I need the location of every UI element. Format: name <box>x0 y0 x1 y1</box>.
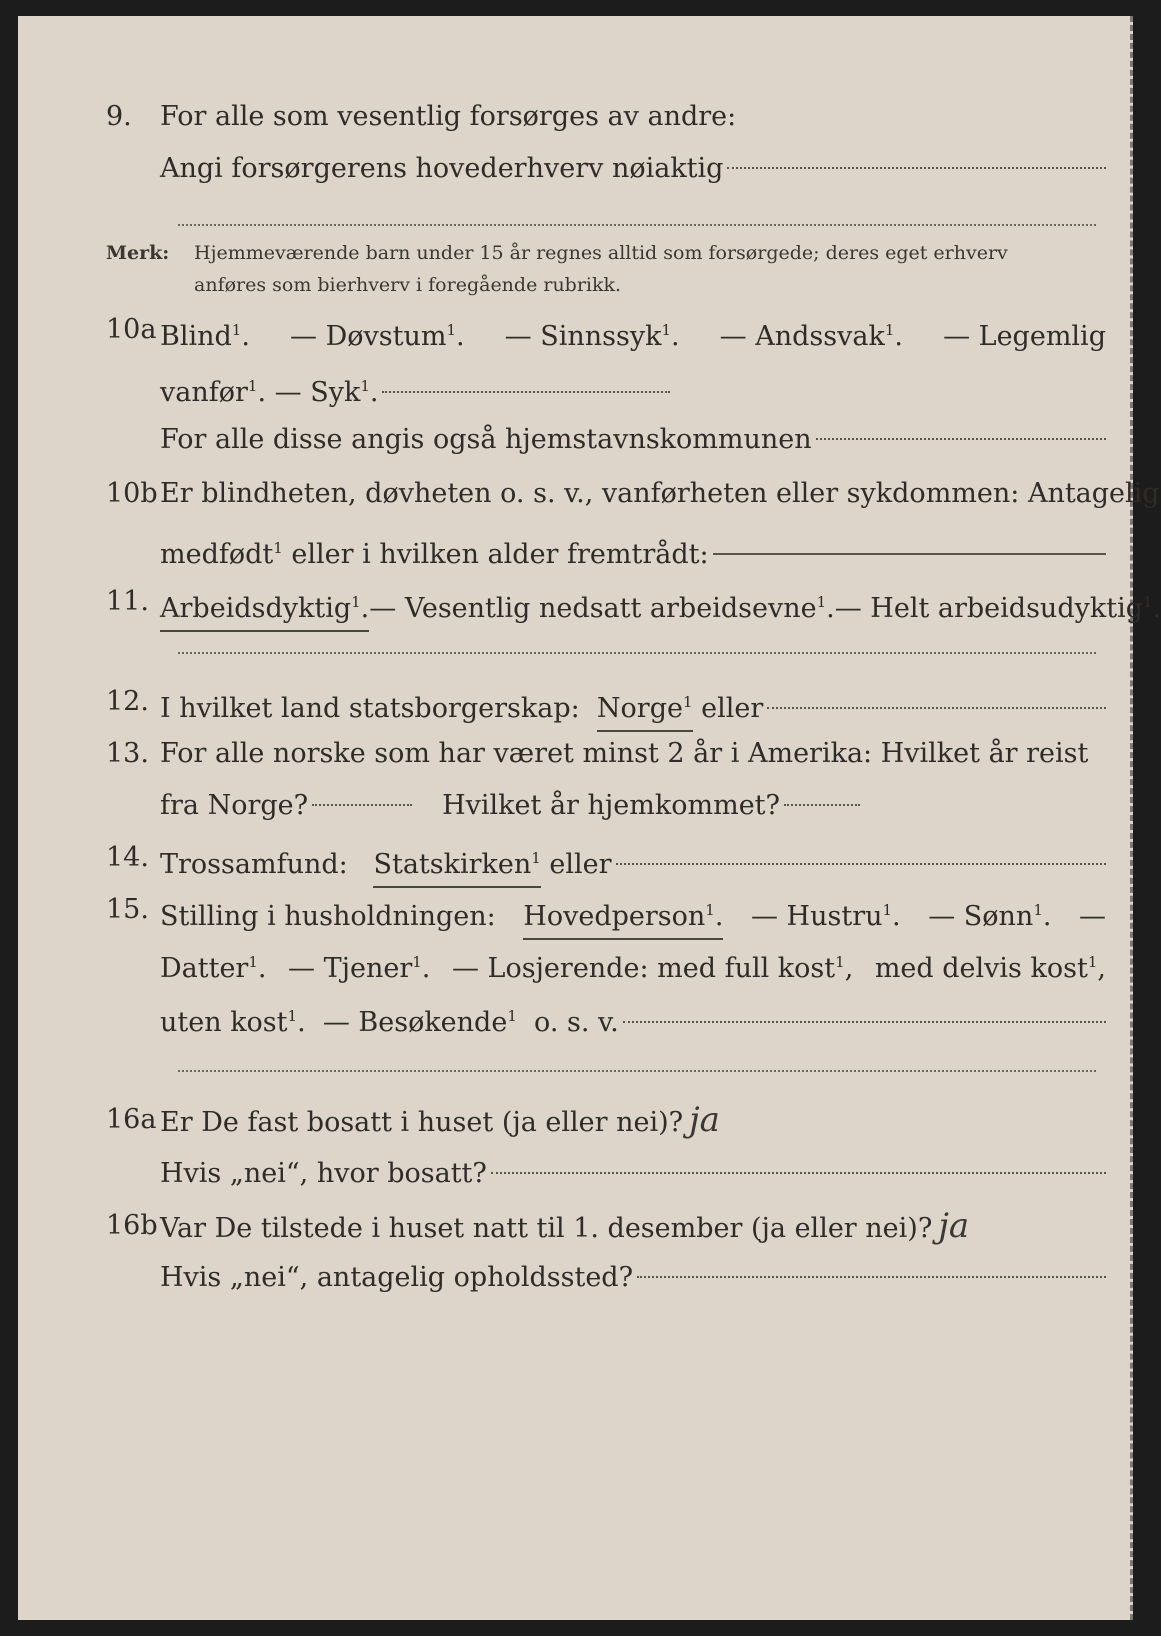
question-number: 10a <box>106 314 157 345</box>
option-dovstum[interactable]: — Døvstum$^1$. <box>290 321 465 352</box>
question-number: 11. <box>106 586 149 617</box>
question-number: 9. <box>106 101 132 132</box>
option-tjener[interactable]: — Tjener$^1$. <box>288 953 431 984</box>
question-text: Var De tilstede i huset natt til 1. desember (ja eller nei)? <box>160 1213 933 1244</box>
question-13-line2 <box>18 786 1130 826</box>
question-15 <box>18 890 1130 930</box>
answer-line[interactable] <box>816 438 1106 440</box>
question-9 <box>18 97 1130 137</box>
question-14 <box>18 838 1130 878</box>
question-15-line2 <box>18 942 1130 982</box>
note-text-2: anføres som bierhverv i foregående rubrikk. <box>194 274 622 296</box>
question-number: 14. <box>106 842 149 873</box>
option-hustru[interactable]: — Hustru$^1$. <box>750 901 901 932</box>
question-16b-line2 <box>18 1258 1130 1298</box>
option-arbeidsudyktig[interactable]: — Helt arbeidsudyktig$^1$. <box>834 593 1161 624</box>
option-medfodt[interactable]: medfødt$^1$ <box>160 539 283 570</box>
question-text: For alle norske som har været minst 2 år i Amerika: Hvilket år reist <box>160 738 1089 769</box>
answer-line[interactable] <box>713 553 1106 555</box>
option-syk[interactable]: — Syk$^1$. <box>274 377 379 408</box>
question-text: Stilling i husholdningen: <box>160 901 496 932</box>
question-text: Angi forsørgerens hovederhverv nøiaktig <box>160 153 724 184</box>
option-eller: eller <box>701 693 764 724</box>
question-text: For alle som vesentlig forsørges av andre: <box>160 101 737 132</box>
question-9-line2 <box>18 149 1130 189</box>
question-16a <box>18 1100 1130 1140</box>
question-text: Hvilket år hjemkommet? <box>442 790 781 821</box>
question-text: Hvis „nei“, antagelig opholdssted? <box>160 1262 634 1293</box>
option-delvis-kost[interactable]: med delvis kost$^1$, <box>874 953 1106 984</box>
question-number: 13. <box>106 738 149 769</box>
option-statskirken-selected[interactable]: Statskirken$^1$ <box>373 838 540 888</box>
question-10b-line2 <box>18 528 1130 568</box>
question-number: 12. <box>106 686 149 717</box>
answer-line[interactable] <box>178 224 1096 226</box>
note-merk <box>106 237 1106 301</box>
option-hovedperson-selected[interactable]: Hovedperson$^1$. <box>523 890 723 940</box>
option-blind[interactable]: Blind$^1$. <box>160 321 250 352</box>
question-text: Trossamfund: <box>160 849 348 880</box>
question-number: 16b <box>106 1210 158 1241</box>
question-text: o. s. v. <box>534 1007 619 1038</box>
question-16b <box>18 1206 1130 1246</box>
answer-line[interactable] <box>178 652 1096 654</box>
option-full-kost[interactable]: — Losjerende: med full kost$^1$, <box>451 953 854 984</box>
option-vanfor[interactable]: vanfør$^1$. <box>160 377 275 408</box>
answer-line[interactable] <box>767 707 1106 709</box>
question-10a <box>18 310 1130 350</box>
option-sonn[interactable]: — Sønn$^1$. <box>928 901 1052 932</box>
question-12 <box>18 682 1130 722</box>
census-form-page <box>18 16 1161 1620</box>
answer-line[interactable] <box>178 1070 1096 1072</box>
option-besokende[interactable]: — Besøkende$^1$ <box>322 1007 517 1038</box>
dash: — <box>1079 901 1106 932</box>
option-arbeidsdyktig-selected[interactable]: Arbeidsdyktig$^1$. <box>160 582 369 632</box>
note-text-1: Hjemmeværende barn under 15 år regnes alltid som forsørgede; deres eget erhverv <box>194 242 1008 264</box>
question-16a-line2 <box>18 1154 1130 1194</box>
option-eller: eller <box>549 849 612 880</box>
question-text: Er De fast bosatt i huset (ja eller nei)? <box>160 1107 684 1138</box>
option-nedsatt-arbeidsevne[interactable]: — Vesentlig nedsatt arbeidsevne$^1$. <box>369 593 835 624</box>
answer-line[interactable] <box>727 167 1106 169</box>
option-andssvak[interactable]: — Andssvak$^1$. <box>719 321 903 352</box>
answer-line[interactable] <box>623 1021 1106 1023</box>
question-13 <box>18 734 1130 774</box>
question-text: I hvilket land statsborgerskap: <box>160 693 580 724</box>
question-15-line3 <box>18 996 1130 1036</box>
question-10a-line2 <box>18 366 1130 406</box>
question-10b <box>18 474 1160 514</box>
answer-line[interactable] <box>382 391 670 393</box>
question-text: Er blindheten, døvheten o. s. v., vanførheten eller sykdommen: Antagelig <box>160 478 1160 509</box>
handwritten-answer[interactable]: ja <box>689 1100 720 1140</box>
question-text: eller i hvilken alder fremtrådt: <box>291 539 709 570</box>
answer-line[interactable] <box>637 1276 1106 1278</box>
note-label: Merk: <box>106 242 170 264</box>
question-number: 16a <box>106 1104 157 1135</box>
question-text: For alle disse angis også hjemstavnskommunen <box>160 424 812 455</box>
option-uten-kost[interactable]: uten kost$^1$. <box>160 1007 323 1038</box>
question-number: 15. <box>106 894 149 925</box>
answer-line-reist[interactable] <box>312 804 412 806</box>
question-11 <box>18 582 1161 624</box>
answer-line[interactable] <box>616 863 1106 865</box>
question-text: fra Norge? <box>160 790 309 821</box>
option-datter[interactable]: Datter$^1$. <box>160 953 267 984</box>
question-number: 10b <box>106 478 158 509</box>
option-sinnssyk[interactable]: — Sinnssyk$^1$. <box>504 321 680 352</box>
answer-line-hjemkommet[interactable] <box>784 804 860 806</box>
option-legemlig[interactable]: — Legemlig <box>943 321 1106 352</box>
question-10a-line3 <box>18 420 1130 460</box>
option-norge-selected[interactable]: Norge$^1$ <box>597 682 693 732</box>
question-text: Hvis „nei“, hvor bosatt? <box>160 1158 487 1189</box>
handwritten-answer[interactable]: ja <box>938 1206 970 1246</box>
answer-line[interactable] <box>491 1172 1106 1174</box>
